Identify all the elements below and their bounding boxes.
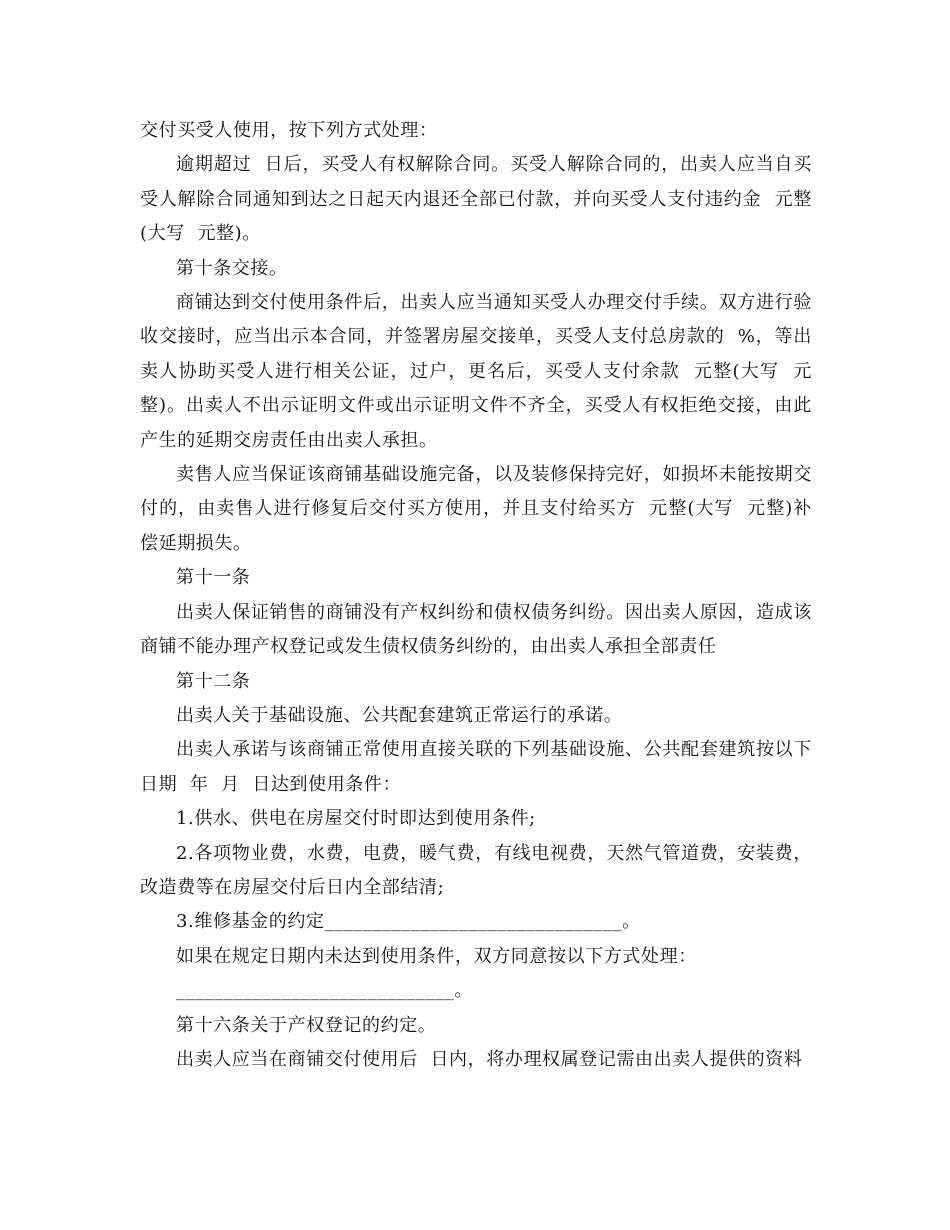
list-item-maintenance-fund: 3.维修基金的约定_______________________________。: [176, 911, 641, 933]
list-item-fees-settlement: 2.各项物业费，水费，电费，暖气费，有线电视费，天然气管道费，安装费，改造费等在房屋交付后日内全部结清;: [140, 842, 812, 898]
paragraph-infrastructure-dates: 出卖人承诺与该商铺正常使用直接关联的下列基础设施、公共配套建筑按以下日期 年 月 日达到使用条件：: [140, 739, 812, 795]
paragraph-handover-procedure: 商铺达到交付使用条件后，出卖人应当通知买受人办理交付手续。双方进行验收交接时，应当出示本合同，并签署房屋交接单，买受人支付总房款的 %，等出卖人协助买受人进行相关公证，过户，更名后，买受人支付余款 元整(大写 元整)。出卖人不出示证明文件或出示证明文件不齐全，买受人有权拒绝交接，由此产生的延期交房责任由出卖人承担。: [140, 292, 812, 451]
article-11-heading: 第十一条: [176, 567, 251, 589]
document-body: [140, 114, 812, 1077]
article-16-heading: 第十六条关于产权登记的约定。: [176, 1014, 437, 1036]
paragraph-title-dispute: 出卖人保证销售的商铺没有产权纠纷和债权债务纠纷。因出卖人原因，造成该商铺不能办理产权登记或发生债权债务纠纷的，由出卖人承担全部责任: [140, 601, 812, 658]
paragraph-infrastructure-commitment: 出卖人关于基础设施、公共配套建筑正常运行的承诺。: [176, 704, 623, 726]
paragraph-seller-maintenance: 卖售人应当保证该商铺基础设施完备，以及装修保持完好，如损坏未能按期交付的，由卖售人进行修复后交付买方使用，并且支付给买方 元整(大写 元整)补偿延期损失。: [140, 464, 812, 554]
article-10-heading: 第十条交接。: [176, 257, 288, 279]
article-12-heading: 第十二条: [176, 670, 251, 692]
list-item-water-power: 1.供水、供电在房屋交付时即达到使用条件;: [176, 808, 536, 830]
paragraph-unmet-conditions: 如果在规定日期内未达到使用条件，双方同意按以下方式处理：: [176, 945, 697, 967]
paragraph-title-registration: 出卖人应当在商铺交付使用后 日内，将办理权属登记需由出卖人提供的资料: [176, 1048, 803, 1070]
paragraph-overdue-termination: 逾期超过 日后，买受人有权解除合同。买受人解除合同的，出卖人应当自买受人解除合同通知到达之日起天内退还全部已付款，并向买受人支付违约金 元整(大写 元整)。: [140, 154, 812, 245]
blank-line-handling: _____________________________。: [176, 980, 473, 1002]
paragraph-delivery-handling: 交付买受人使用，按下列方式处理：: [140, 120, 438, 141]
